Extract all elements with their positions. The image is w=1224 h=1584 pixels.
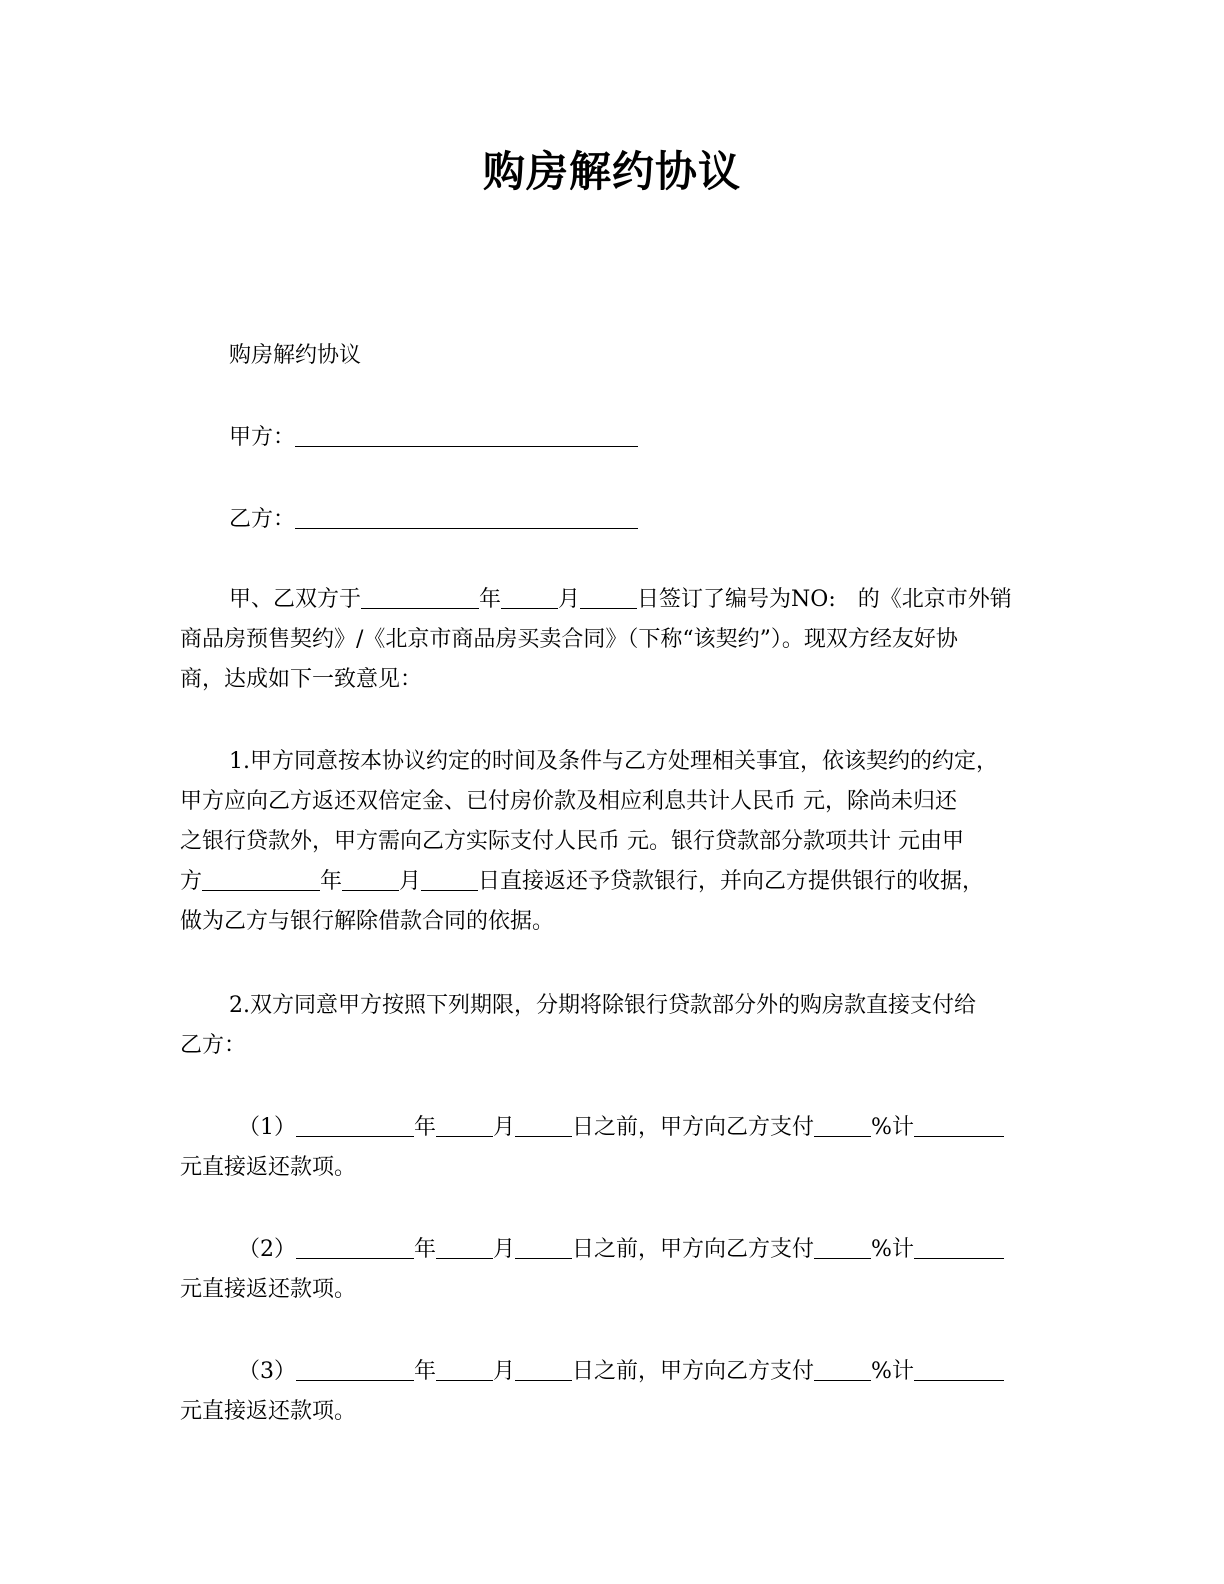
installment-item bbox=[180, 1230, 1050, 1310]
party-b-label: 乙方： bbox=[229, 507, 296, 532]
installment-amount-blank[interactable] bbox=[914, 1234, 1004, 1259]
clause-1-text: 甲方应向乙方返还双倍定金、已付房价款及相应利息共计人民币 元，除尚未归还 bbox=[180, 789, 957, 814]
installment-text: 日之前，甲方向乙方支付 bbox=[572, 1359, 815, 1384]
installment-number: （3） bbox=[238, 1359, 296, 1384]
installment-day-blank[interactable] bbox=[515, 1112, 572, 1137]
subtitle bbox=[180, 336, 1050, 376]
clause-1-text: 做为乙方与银行解除借款合同的依据。 bbox=[180, 909, 555, 934]
clause-2 bbox=[180, 986, 1050, 1066]
clause-1-text: 之银行贷款外，甲方需向乙方实际支付人民币 元。银行贷款部分款项共计 元由甲 bbox=[180, 829, 964, 854]
installment-item bbox=[180, 1352, 1050, 1432]
installment-percent-blank[interactable] bbox=[814, 1234, 871, 1259]
intro-month-label: 月 bbox=[558, 587, 581, 612]
installment-number: （2） bbox=[238, 1237, 296, 1262]
intro-text: 甲、乙双方于 bbox=[229, 587, 362, 612]
installment-month-label: 月 bbox=[493, 1359, 516, 1384]
clause-1-text: 方 bbox=[180, 869, 203, 894]
installment-percent-blank[interactable] bbox=[814, 1112, 871, 1137]
repay-day-blank[interactable] bbox=[421, 866, 478, 891]
installment-year-label: 年 bbox=[414, 1115, 437, 1140]
installment-month-label: 月 bbox=[493, 1237, 516, 1262]
installment-month-blank[interactable] bbox=[436, 1112, 493, 1137]
intro-text: 商，达成如下一致意见： bbox=[180, 667, 423, 692]
installment-number: （1） bbox=[238, 1115, 296, 1140]
sign-year-blank[interactable] bbox=[361, 584, 479, 609]
installment-month-blank[interactable] bbox=[436, 1234, 493, 1259]
party-a-label: 甲方： bbox=[229, 425, 296, 450]
clause-2-text: 2.双方同意甲方按照下列期限，分期将除银行贷款部分外的购房款直接支付给 bbox=[229, 993, 976, 1018]
installment-month-blank[interactable] bbox=[436, 1356, 493, 1381]
clause-1 bbox=[180, 742, 1050, 942]
subtitle-text: 购房解约协议 bbox=[229, 343, 362, 368]
installment-day-blank[interactable] bbox=[515, 1356, 572, 1381]
party-b-line bbox=[180, 500, 1050, 540]
installment-text: 日之前，甲方向乙方支付 bbox=[572, 1115, 815, 1140]
clause-1-text: 日直接返还予贷款银行，并向乙方提供银行的收据， bbox=[478, 869, 985, 894]
repay-month-blank[interactable] bbox=[342, 866, 399, 891]
repay-year-blank[interactable] bbox=[202, 866, 320, 891]
sign-month-blank[interactable] bbox=[501, 584, 558, 609]
intro-text: 商品房预售契约》/《北京市商品房买卖合同》（下称“该契约”）。现双方经友好协 bbox=[180, 627, 958, 652]
installment-percent-label: %计 bbox=[871, 1359, 914, 1384]
party-a-line bbox=[180, 418, 1050, 458]
installment-year-label: 年 bbox=[414, 1359, 437, 1384]
installment-amount-blank[interactable] bbox=[914, 1356, 1004, 1381]
clause-1-text: 1.甲方同意按本协议约定的时间及条件与乙方处理相关事宜，依该契约的约定， bbox=[229, 749, 998, 774]
intro-year-label: 年 bbox=[479, 587, 502, 612]
installment-month-label: 月 bbox=[493, 1115, 516, 1140]
party-a-blank[interactable] bbox=[295, 422, 638, 447]
installment-year-blank[interactable] bbox=[296, 1356, 414, 1381]
installment-year-label: 年 bbox=[414, 1237, 437, 1262]
installment-amount-blank[interactable] bbox=[914, 1112, 1004, 1137]
installment-item bbox=[180, 1108, 1050, 1188]
installment-tail: 元直接返还款项。 bbox=[180, 1277, 357, 1302]
party-b-blank[interactable] bbox=[295, 504, 638, 529]
intro-text: 日签订了编号为NO: 的《北京市外销 bbox=[637, 587, 1012, 612]
clause-2-text: 乙方： bbox=[180, 1033, 247, 1058]
clause-1-year-label: 年 bbox=[320, 869, 343, 894]
installment-year-blank[interactable] bbox=[296, 1112, 414, 1137]
installment-text: 日之前，甲方向乙方支付 bbox=[572, 1237, 815, 1262]
installment-day-blank[interactable] bbox=[515, 1234, 572, 1259]
installment-year-blank[interactable] bbox=[296, 1234, 414, 1259]
sign-day-blank[interactable] bbox=[580, 584, 637, 609]
installment-tail: 元直接返还款项。 bbox=[180, 1155, 357, 1180]
document-title: 购房解约协议 bbox=[482, 147, 741, 196]
intro-paragraph bbox=[180, 580, 1050, 700]
installment-percent-label: %计 bbox=[871, 1237, 914, 1262]
installment-percent-label: %计 bbox=[871, 1115, 914, 1140]
installment-tail: 元直接返还款项。 bbox=[180, 1399, 357, 1424]
clause-1-month-label: 月 bbox=[399, 869, 422, 894]
installment-percent-blank[interactable] bbox=[814, 1356, 871, 1381]
